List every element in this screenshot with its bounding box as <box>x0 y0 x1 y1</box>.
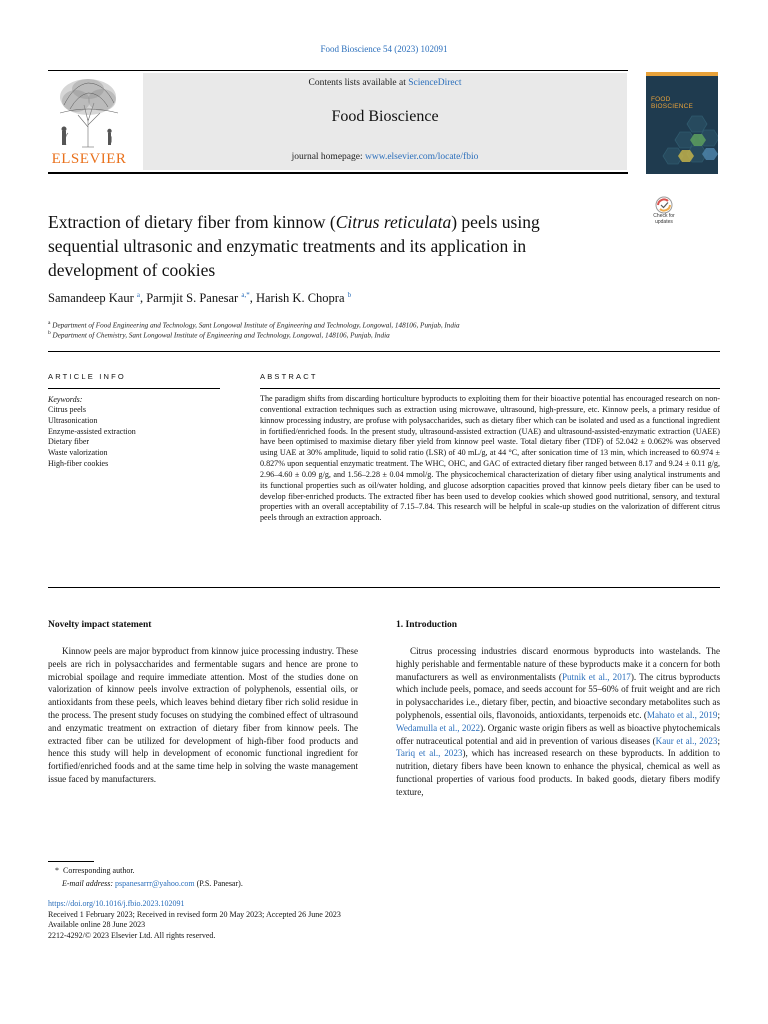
journal-citation[interactable]: Food Bioscience 54 (2023) 102091 <box>320 44 448 54</box>
intro-text: ; <box>717 709 720 720</box>
intro-text: ). Organic waste origin fibers as well as bioactive phytochemicals offer nutraceutical potential and aid in prevention of various diseases ( <box>396 722 720 746</box>
header-bottom-rule <box>48 172 628 174</box>
title-species: Citrus reticulata <box>335 212 452 232</box>
author-affil-marker[interactable]: b <box>347 291 352 299</box>
check-updates-icon <box>646 196 682 214</box>
footnote-rule <box>48 861 94 862</box>
email-link[interactable]: pspanesarrr@yahoo.com <box>115 879 195 888</box>
intro-text: ). The citrus byproducts which include peels, pomace, and seeds account for 55–60% of fruit weight and are rich in polysaccharides i.e., dietary fiber, pectin, and bioactive secondary metabolites such as polyphenols, essential oils, flavonoids, antioxidants, terpenoids etc. ( <box>396 671 721 720</box>
affil-marker: b <box>48 330 51 336</box>
cover-title: FOOD BIOSCIENCE <box>651 96 694 110</box>
affil-text: Department of Food Engineering and Technology, Sant Longowal Institute of Engineering and Technology, Longowal, 148106, Punjab, India <box>52 321 460 330</box>
cover-hexagon-icon <box>646 72 718 174</box>
intro-text: Citrus processing industries discard enormous byproducts into wastelands. The highly perishable and fermentable nature of these byproducts make it a concern for both manufacturers as well as environmentalists ( <box>396 646 720 682</box>
keyword: Dietary fiber <box>48 437 90 447</box>
citation-link[interactable]: Tariq et al., 2023 <box>396 748 463 759</box>
divider <box>260 388 720 389</box>
keyword: High-fiber cookies <box>48 458 109 468</box>
email-note <box>62 879 243 888</box>
homepage-prefix: journal homepage: <box>291 152 365 162</box>
journal-name: Food Bioscience <box>331 108 439 125</box>
email-suffix: (P.S. Panesar). <box>194 879 243 888</box>
homepage-link[interactable]: www.elsevier.com/locate/fbio <box>364 152 479 162</box>
header-top-rule <box>48 70 628 71</box>
novelty-text <box>48 645 358 786</box>
divider <box>48 587 720 588</box>
affil-marker: a <box>48 320 51 326</box>
check-updates-label: Check for updates <box>653 213 675 225</box>
citation-link[interactable]: Putnik et al., 2017 <box>561 671 631 682</box>
doi-link[interactable]: https://doi.org/10.1016/j.fbio.2023.102091 <box>48 899 185 908</box>
contents-line <box>143 78 627 88</box>
citation-link[interactable]: Wedamulla et al., 2022 <box>396 722 481 733</box>
received-dates: Received 1 February 2023; Received in revised form 20 May 2023; Accepted 26 June 2023 <box>48 909 341 919</box>
citation-link[interactable]: Kaur et al., 2023 <box>655 735 718 746</box>
author-name[interactable]: Samandeep Kaur <box>48 291 134 306</box>
title-line3: development of cookies <box>48 260 216 280</box>
title-line2: sequential ultrasonic and enzymatic treatments and its application in <box>48 236 527 256</box>
affiliation-a <box>48 320 460 329</box>
author-list: Samandeep Kaur $^a$, Parmjit S. Panesar $^{a,*}$, Harish K. Chopra $^b$ <box>48 291 352 306</box>
keywords-label: Keywords: <box>48 395 83 404</box>
keyword: Ultrasonication <box>48 415 98 425</box>
author-affil-marker[interactable]: a <box>136 291 140 299</box>
abstract-heading: ABSTRACT <box>260 372 318 381</box>
citation-link[interactable]: Mahato et al., 2019 <box>646 709 718 720</box>
author-name[interactable]: Parmjit S. Panesar <box>146 291 239 306</box>
intro-text: ), which has increased research on these byproducts. In addition to nutrition, dietary fibers have been known to enhance the physical, chemical as well as functional properties of various food products. In baked goods, dietary fibers modify texture, <box>396 748 720 797</box>
author-affil-marker[interactable]: a,* <box>241 291 250 299</box>
article-info-heading: ARTICLE INFO <box>48 372 126 381</box>
title-part1: Extraction of dietary fiber from kinnow ( <box>48 212 336 232</box>
article-title <box>48 210 628 282</box>
available-online: Available online 28 June 2023 <box>48 920 146 930</box>
novelty-paragraph: Kinnow peels are major byproduct from kinnow juice processing industry. These peels are rich in polysaccharides and fermentable sugars and hence are prone to microbial spoilage and require immediate attention. Most of the studies done on valorization of kinnow peels involve extraction of polyphenols, essential oils, or antioxidants from these peels, which leaves behind dietary fiber rich solid residue in the process. The present study focuses on studying the combined effect of ultrasound and enzymatic treatment on extraction of dietary fiber from kinnow peels. The extracted fiber can be utilized for development of high-fiber food products and hence this study will help in development of economic functional ingredient for fortified/enriched foods and at the same time help in solving the waste management issue faced by manufacturers. <box>48 646 358 784</box>
contents-prefix: Contents lists available at <box>308 78 409 88</box>
keyword-list <box>48 405 136 470</box>
sciencedirect-link[interactable]: ScienceDirect <box>408 78 462 88</box>
divider <box>48 351 720 352</box>
introduction-paragraph <box>396 645 720 799</box>
title-part2: ) peels using <box>451 212 540 232</box>
introduction-text <box>396 645 720 799</box>
asterisk-marker: * <box>55 866 59 875</box>
divider <box>48 388 220 389</box>
homepage-line <box>143 152 627 162</box>
article-meta <box>48 899 341 942</box>
publisher-name: ELSEVIER <box>51 151 127 167</box>
email-label: E-mail address: <box>62 879 116 888</box>
corresponding-author-note <box>55 866 135 875</box>
corresponding-label: Corresponding author. <box>63 866 135 875</box>
affil-text: Department of Chemistry, Sant Longowal Institute of Engineering and Technology, Longowal, 148106, Punjab, India <box>52 331 390 340</box>
elsevier-tree-icon <box>48 75 130 149</box>
check-for-updates-button[interactable] <box>646 196 682 230</box>
keyword: Enzyme-assisted extraction <box>48 426 136 436</box>
abstract-text: The paradigm shifts from discarding horticulture byproducts to exploiting them for their bioactive potential has encouraged research on non-conventional extraction techniques such as extraction using microwave, ultrasound, high-pressure, etc. Kinnow peels, a primary residue of kinnow processing industry, are profuse with polysaccharides, such as dietary fiber which can be isolated and used as a functional ingredient in fortified/enriched foods. In the present study, ultrasound-assisted extraction (UAE) and ultrasound-assisted-enzymatic extraction (UAEE) have been optimised to maximise dietary fiber yield from kinnow peel waste. Total dietary fiber (TDF) of 52.042 ± 0.062% was observed using UAE at 30% amplitude, liquid to solid ratio (LSR) of 40 mL/g, at 44 °C, after sonication time of 13 min, which increased to 60.974 ± 0.827% upon sequential enzymatic treatment. The WHC, OHC, and GAC of extracted dietary fiber ranged between 8.17 and 9.24 ± 0.11 g/g, 2.96–4.60 ± 0.09 g/g, and 1.56–2.28 ± 0.04 mmol/g. The physicochemical characterization of dietary fiber using analytical instruments and its functional properties such as oil/water holding, and glucose adsorption capacities proved that kinnow peels dietary fiber can be used to develop fiber-enriched products. The extracted fiber has been used to develop cookies which showed good nutritional, sensory, and textural properties with an overall acceptability of 7.15–7.84. This research will be helpful in scale-up studies on the valorization of different citrus peels through an extraction approach. <box>260 394 720 523</box>
copyright: 2212-4292/© 2023 Elsevier Ltd. All rights reserved. <box>48 931 216 941</box>
journal-cover-thumbnail[interactable] <box>646 72 718 174</box>
novelty-heading: Novelty impact statement <box>48 620 152 630</box>
author-name[interactable]: Harish K. Chopra <box>255 291 345 306</box>
affiliation-b <box>48 330 390 339</box>
keyword: Waste valorization <box>48 448 108 458</box>
keyword: Citrus peels <box>48 405 86 414</box>
introduction-heading: 1. Introduction <box>396 620 458 630</box>
intro-text: ; <box>717 735 721 746</box>
